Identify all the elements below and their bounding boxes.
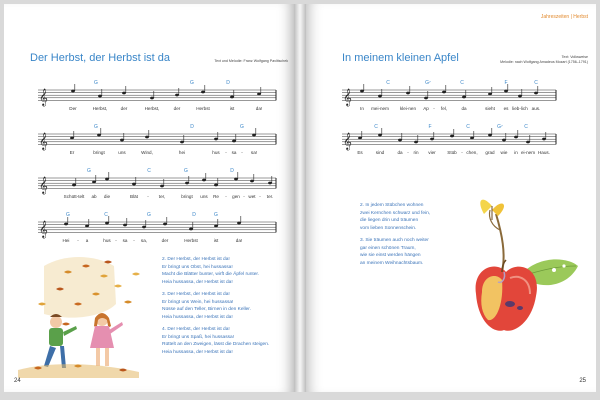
verse-line: gar einen schönen Traum, [360,245,416,251]
lyric-syllable: - [241,150,243,155]
verse-line: wie sie einst werden hängen [360,253,421,258]
chord-symbol: C [386,80,390,86]
butterfly [480,200,504,220]
lyric-syllable: Blät [130,194,138,199]
lyric-syllable: sind [375,150,385,155]
verse-line: Macht die Blätter bunter, wirft die Äpfel runter. [162,272,260,277]
left-page-number: 24 [14,378,21,384]
lyric-syllable: hei [178,150,186,155]
chord-symbol: F [428,124,432,130]
lyric-syllable: - [461,150,463,155]
verse-line: Heia hussassa, der Herbst ist da! [162,349,233,355]
verse-block [162,291,269,321]
chord-symbol: D [192,212,196,218]
chord-symbol: C [374,124,378,130]
chord-symbol: D [190,124,194,130]
apple-butterfly-illustration [306,4,596,392]
lyric-syllable: Herbst [196,106,210,111]
lyric-syllable: uns [200,194,208,199]
treble-clef-icon: 𝄞 [39,132,48,150]
lyric-syllable: ei-nem [520,150,536,155]
lyric-syllable: ter, [158,194,166,199]
treble-clef-icon: 𝄞 [343,132,352,150]
lyric-syllable: da! [235,238,243,243]
book-gutter [294,4,306,392]
chord-symbol: G [66,212,70,218]
chord-symbol: G [147,212,151,218]
left-page [4,4,294,392]
lyric-syllable: bringt [181,194,193,199]
lyric-syllable: da [461,106,467,111]
verse-line: vom lieben Sonnenschein. [360,225,417,231]
lyric-syllable: sa! [250,150,258,155]
lyric-syllable: mei-nem [371,106,389,111]
verse-line: an meinem Weihnachtsbaum. [360,260,424,266]
chord-symbol: C [460,80,464,86]
lyric-syllable: - [225,150,227,155]
verse-line: 4. Der Herbst, der Herbst ist da! [162,327,230,332]
lyric-syllable: wie [500,150,508,155]
lyric-syllable: da [397,150,403,155]
verse-block [162,326,269,356]
lyric-syllable: der [173,106,181,111]
lyric-syllable: Herbst, [92,106,108,111]
chord-symbol: D [226,80,230,86]
lyric-syllable: es [503,106,509,111]
lyric-syllable: sieht [485,106,495,111]
lyric-syllable: Stüb [447,150,457,155]
verse-line: 3. Der Herbst, der Herbst ist da! [162,292,230,297]
lyric-syllable: sa [122,238,128,243]
credit-text-line: Text: Volksweise [561,55,588,59]
treble-clef-icon: 𝄞 [39,176,48,194]
lyric-syllable: - [407,150,409,155]
lyric-syllable: hus [103,238,111,243]
verse-line: 3. Sie träumen auch noch weiter [360,238,429,243]
lyric-syllable: chen, [466,150,478,155]
lyric-syllable: ist [213,238,219,243]
lyric-syllable: aus. [531,106,541,111]
lyric-syllable: - [259,194,261,199]
lyric-syllable: Herbst [184,238,198,243]
verse-block [162,256,269,286]
right-song-title: In meinem kleinen Apfel [342,52,459,64]
apple [476,260,537,331]
lyric-syllable: Wind, [141,150,153,155]
right-page-number: 25 [579,378,586,384]
lyric-syllable: Haus. [537,150,551,155]
lyric-syllable: Schütt-telt [63,194,85,199]
left-song-title: Der Herbst, der Herbst ist da [30,52,170,64]
lyric-syllable: - [243,194,245,199]
lyric-syllable: lieb-lich [512,106,528,111]
lyric-syllable: ist [229,106,235,111]
chord-symbol: G [94,80,98,86]
lyric-syllable: Herbst, [144,106,160,111]
lyric-syllable: fel, [440,106,448,111]
chord-symbol: C [104,212,108,218]
lyric-syllable: Ap [423,106,429,111]
lyric-syllable: - [77,238,79,243]
lyric-syllable: a [85,238,89,243]
lyric-syllable: - [115,238,117,243]
chord-symbol: F [504,80,508,86]
chord-symbol: D [230,168,234,174]
chord-symbol: C [534,80,538,86]
chord-symbol: C [147,168,151,174]
lyric-syllable: - [133,238,135,243]
verse-line: Heia hussassa, der Herbst ist da! [162,279,233,285]
lyric-syllable: da! [255,106,263,111]
chord-symbol: G [190,80,194,86]
lyric-syllable: Hei [62,238,70,243]
right-page [306,4,596,392]
treble-clef-icon: 𝄞 [343,88,352,106]
lyric-syllable: grad [485,150,495,155]
lyric-syllable: der [161,238,169,243]
lyric-syllable: Re [213,194,219,199]
treble-clef-icon: 𝄞 [39,220,48,238]
treble-clef-icon: 𝄞 [39,88,48,106]
lyric-syllable: uns [118,150,126,155]
verse-line: Rüttelt an den Zweigen, lässt die Drachen steigen. [162,342,270,347]
chord-symbol: G [94,124,98,130]
lyric-syllable: Er [69,150,75,155]
chord-symbol: G [184,168,188,174]
lyric-syllable: die [103,194,111,199]
lyric-syllable: In [360,106,364,111]
credit-melody-line: Melodie: nach Wolfgang Amadeus Mozart (1756–1791) [500,59,588,64]
chord-symbol: G [87,168,91,174]
left-song-credit: Text und Melodie: Franz Wolfgang Pavlitschek [214,59,288,63]
chord-symbol: G⁷ [425,80,431,86]
lyric-syllable: - [433,106,435,111]
lyric-syllable: Der [69,106,77,111]
lyric-syllable: wet [248,194,256,199]
girl-figure [90,313,123,366]
section-header-tag: Jahreszeiten | Herbst [540,14,588,20]
lyric-syllable: - [147,194,149,199]
verse-line: Heia hussassa, der Herbst ist da! [162,314,233,320]
lyric-syllable: - [225,194,227,199]
boy-figure [44,314,77,368]
verse-line: die liegen drin und träumen [360,218,419,223]
chord-symbol: G [240,124,244,130]
chord-symbol: G [214,212,218,218]
lyric-syllable: vier [428,150,436,155]
chord-symbol: G⁷ [497,124,503,130]
verse-line: Er bringt uns Obst, hei hussassa! [162,264,233,270]
lyric-syllable: bringt [93,150,105,155]
chord-symbol: C [524,124,528,130]
chord-symbol: C [466,124,470,130]
verse-line: 2. Der Herbst, der Herbst ist da! [162,257,230,262]
lyric-syllable: rin [413,150,419,155]
lyric-syllable: klei-nen [399,106,417,111]
lyric-syllable: sa, [140,238,148,243]
verse-line: Er bringt uns Wein, hei hussassa! [162,299,234,305]
verse-line: Nüsse auf den Teller, Birnen in den Keller. [162,307,251,312]
lyric-syllable: hus [212,150,220,155]
lyric-syllable: der [120,106,128,111]
left-verses [162,256,269,356]
lyric-syllable: ab [91,194,97,199]
verse-line: zwei Kernchen schwarz und fein, [360,210,431,216]
lyric-syllable: ter. [266,194,274,199]
verse-line: 2. In jedem Stübchen wohnen [360,203,424,208]
ground-leaves [18,364,139,378]
lyric-syllable: sa [231,150,237,155]
lyric-syllable: Es [357,150,363,155]
lyric-syllable: in [514,150,518,155]
lyric-syllable: gen [232,194,240,199]
verse-line: Er bringt uns Spaß, hei hussassa! [162,334,234,340]
